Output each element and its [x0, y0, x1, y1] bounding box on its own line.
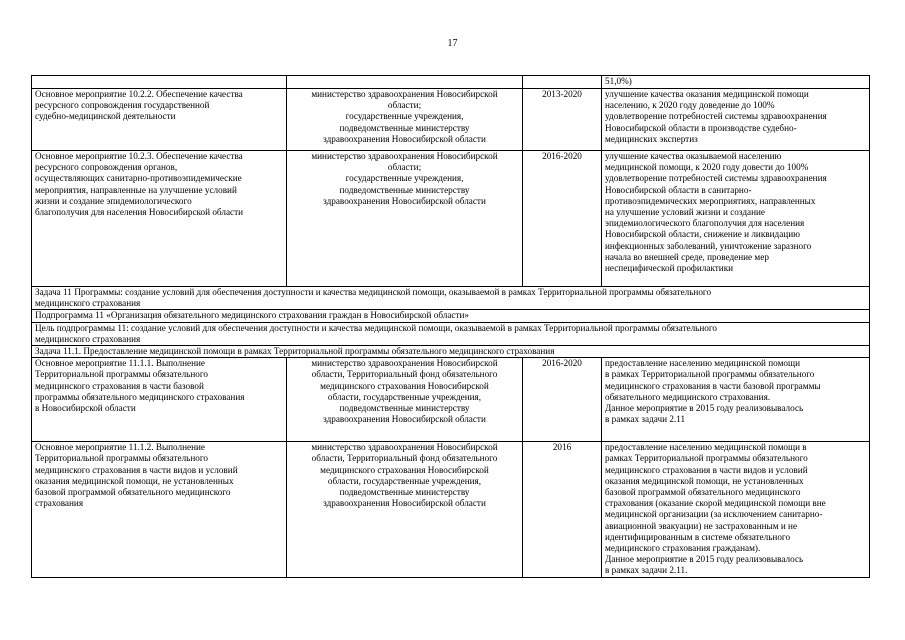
executor-cell: министерство здравоохранения Новосибирской области, Территориальный фонд обязательного медицинского страхования Новосибирской области, государственные учреждения, подведомственные министерству здравоохранения Новосибирской области: [287, 442, 523, 577]
measure-cell: [32, 76, 287, 89]
table-row: [32, 76, 870, 89]
executor-cell: министерство здравоохранения Новосибирской области; государственные учреждения, подведомственные министерству здравоохранения Новосибирской области: [287, 151, 523, 287]
period-cell: 2016-2020: [523, 151, 602, 287]
period-cell: 2016-2020: [523, 358, 602, 442]
result-cell: улучшение качества оказываемой населению медицинской помощи, к 2020 году довести до 100% удовлетворение потребностей системы здравоохранения Новосибирской области в санитарно- противоэпидемических мероприятиях, направленных на улучшение условий жизни и создание эпидемиологического благополучия для населения Новосибирской области, снижение и ликвидацию инфекционных заболеваний, уничтожение заразного начала во внешней среде, проведение мер неспецифической профилактики: [602, 151, 870, 287]
period-cell: 2016: [523, 442, 602, 577]
measure-cell: Основное мероприятие 11.1.2. Выполнение Территориальной программы обязательного медицинского страхования в части видов и условий оказания медицинской помощи, не установленных базовой программой обязательного медицинского страхования: [32, 442, 287, 577]
table-row: [32, 442, 870, 577]
executor-cell: министерство здравоохранения Новосибирской области; государственные учреждения, подведомственные министерству здравоохранения Новосибирской области: [287, 89, 523, 151]
result-cell: 51,0%): [602, 76, 870, 89]
measure-cell: Основное мероприятие 10.2.3. Обеспечение качества ресурсного сопровождения органов, осуществляющих санитарно-противоэпидемические мероприятия, направленные на улучшение условий жизни и создание эпидемиологического благополучия для населения Новосибирской области: [32, 151, 287, 287]
table-row: [32, 322, 870, 345]
executor-cell: министерство здравоохранения Новосибирской области, Территориальный фонд обязательного медицинского страхования Новосибирской области, государственные учреждения, подведомственные министерству здравоохранения Новосибирской области: [287, 358, 523, 442]
result-cell: предоставление населению медицинской помощи в рамках Территориальной программы обязательного медицинского страхования в части видов и условий оказания медицинской помощи, не установленных базовой программой обязательного медицинского страхования (оказание скорой медицинской помощи вне медицинской организации (за исключением санитарно- авиационной эвакуации) не застрахованным и не идентифицированным в системе обязательного медицинского страхования гражданам). Данное мероприятие в 2015 году реализовывалось в рамках задачи 2.11.: [602, 442, 870, 577]
goal-11-row: Цель подпрограммы 11: создание условий для обеспечения доступности и качества медицинской помощи, оказываемой в рамках Территориальной программы обязательного медицинского страхования: [32, 322, 870, 345]
table-row: [32, 151, 870, 287]
measure-cell: Основное мероприятие 11.1.1. Выполнение Территориальной программы обязательного медицинского страхования в части базовой программы обязательного медицинского страхования в Новосибирской области: [32, 358, 287, 442]
measure-cell: Основное мероприятие 10.2.2. Обеспечение качества ресурсного сопровождения государственной судебно-медицинской деятельности: [32, 89, 287, 151]
result-cell: улучшение качества оказания медицинской помощи населению, к 2020 году доведение до 100% удовлетворение потребностей системы здравоохранения Новосибирской области в производстве судебно- медицинских экспертиз: [602, 89, 870, 151]
result-cell: предоставление населению медицинской помощи в рамках Территориальной программы обязательного медицинского страхования в части базовой программы обязательного медицинского страхования. Данное мероприятие в 2015 году реализовывалось в рамках задачи 2.11: [602, 358, 870, 442]
task-11-row: Задача 11 Программы: создание условий для обеспечения доступности и качества медицинской помощи, оказываемой в рамках Территориальной программы обязательного медицинского страхования: [32, 287, 870, 310]
task-11-1-row: Задача 11.1. Предоставление медицинской помощи в рамках Территориальной программы обязательного медицинского страхования: [32, 346, 870, 358]
executor-cell: [287, 76, 523, 89]
period-cell: 2013-2020: [523, 89, 602, 151]
program-measures-table: [31, 75, 870, 578]
table-row: [32, 89, 870, 151]
table-row: [32, 310, 870, 322]
table-row: [32, 358, 870, 442]
period-cell: [523, 76, 602, 89]
table-row: [32, 287, 870, 310]
table-row: [32, 346, 870, 358]
page-number: 17: [447, 38, 458, 49]
subprogram-11-row: Подпрограмма 11 «Организация обязательного медицинского страхования граждан в Новосибирской области»: [32, 310, 870, 322]
